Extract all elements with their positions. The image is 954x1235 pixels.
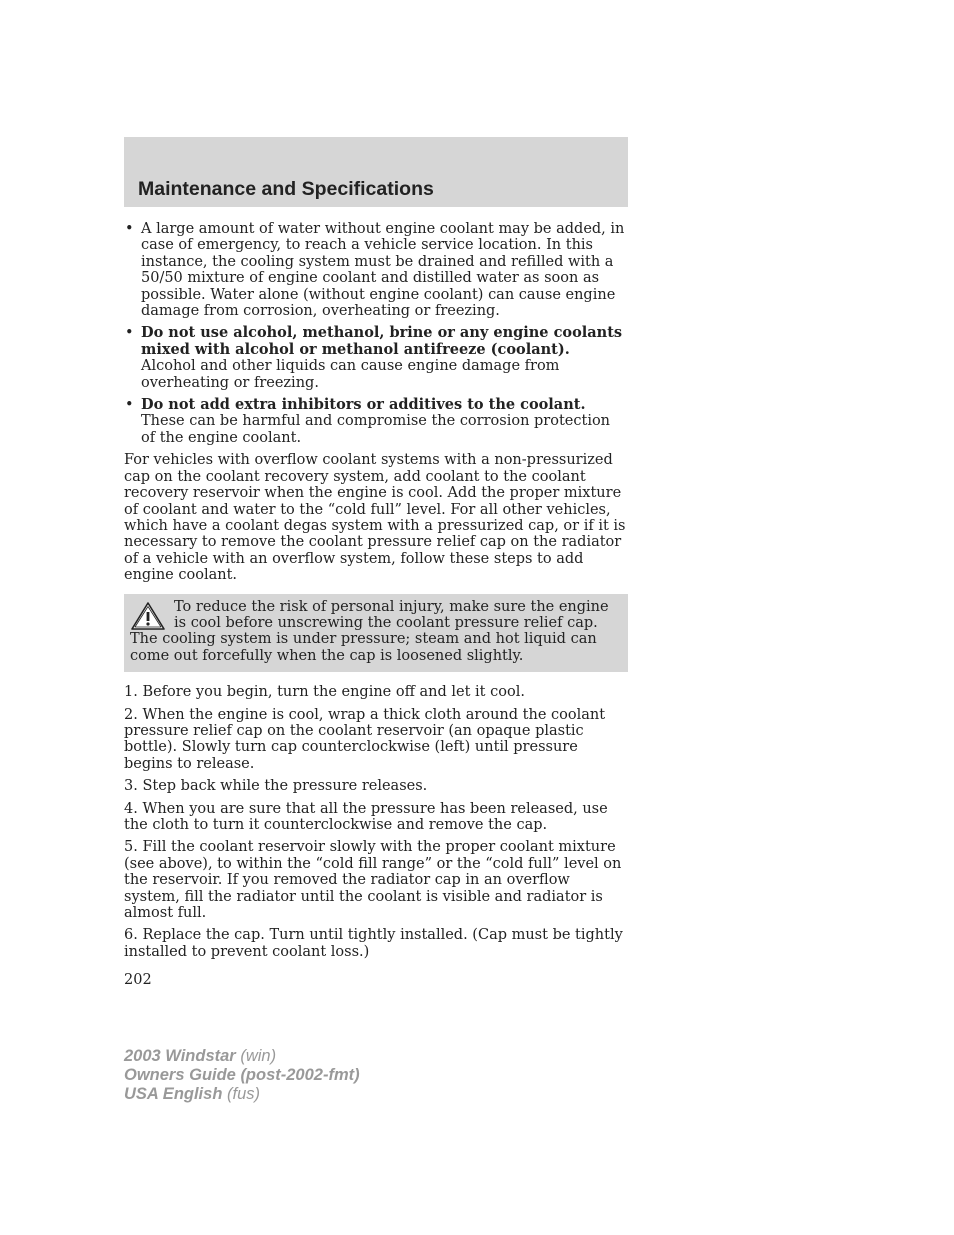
warning-box <box>124 594 628 673</box>
step-4: 4. When you are sure that all the pressure has been released, use the cloth to turn it counterclockwise and remove the cap. <box>124 800 608 833</box>
bullet-text: A large amount of water without engine coolant may be added, in case of emergency, to reach a vehicle service location. In this instance, the cooling system must be drained and refilled with a 50/50 mixture of engine coolant and distilled water as soon as possible. Water alone (without engine coolant) can cause engine damage from corrosion, overheating or freezing. <box>141 221 625 320</box>
page-number: 202 <box>124 972 152 989</box>
document-footer <box>124 1047 360 1104</box>
bullet-text: Alcohol and other liquids can cause engine damage from overheating or freezing. <box>141 358 560 391</box>
bullet-dot: • <box>125 325 134 342</box>
page-content <box>124 221 628 989</box>
list-item <box>124 397 628 446</box>
footer-line-model <box>124 1047 360 1066</box>
bullet-text: These can be harmful and compromise the corrosion protection of the engine coolant. <box>141 413 611 446</box>
list-item <box>124 325 628 391</box>
bullet-list <box>124 221 628 446</box>
bullet-bold-text: Do not use alcohol, methanol, brine or any engine coolants mixed with alcohol or methanol antifreeze (coolant). <box>141 324 623 358</box>
footer-line-language <box>124 1085 360 1104</box>
footer-line-guide <box>124 1066 360 1085</box>
bullet-bold-text: Do not add extra inhibitors or additives to the coolant. <box>141 396 586 414</box>
step-1: 1. Before you begin, turn the engine off and let it cool. <box>124 684 525 701</box>
footer-language-code: (fus) <box>222 1085 260 1103</box>
step-3: 3. Step back while the pressure releases. <box>124 778 428 795</box>
section-title: Maintenance and Specifications <box>138 178 434 200</box>
intro-paragraph: For vehicles with overflow coolant systems with a non-pressurized cap on the coolant recovery system, add coolant to the coolant recovery reservoir when the engine is cool. Add the proper mixture of coolant and water to the “cold full” level. For all other vehicles, which have a coolant degas system with a pressurized cap, or if it is necessary to remove the coolant pressure relief cap on the radiator of a vehicle with an overflow system, follow these steps to add engine coolant. <box>124 452 626 584</box>
bullet-dot: • <box>125 221 134 237</box>
list-item <box>124 221 628 319</box>
footer-language: USA English <box>124 1085 223 1103</box>
warning-triangle-icon <box>130 601 166 631</box>
footer-model-code: (win) <box>235 1047 277 1065</box>
step-5: 5. Fill the coolant reservoir slowly with the proper coolant mixture (see above), to within the “cold fill range” or the “cold full” level on the reservoir. If you removed the radiator cap in an overflow system, fill the radiator until the coolant is visible and radiator is almost full. <box>124 839 622 922</box>
footer-model: 2003 Windstar <box>124 1047 236 1065</box>
step-6: 6. Replace the cap. Turn until tightly installed. (Cap must be tightly installed to prevent coolant loss.) <box>124 927 623 960</box>
section-header-band <box>124 137 628 207</box>
warning-text: To reduce the risk of personal injury, make sure the engine is cool before unscrewing the coolant pressure relief cap. The cooling system is under pressure; steam and hot liquid can come out forcefully when the cap is loosened slightly. <box>130 598 609 664</box>
footer-guide: Owners Guide (post-2002-fmt) <box>124 1066 360 1084</box>
step-2: 2. When the engine is cool, wrap a thick cloth around the coolant pressure relief cap on the coolant reservoir (an opaque plastic bottle). Slowly turn cap counterclockwise (left) until pressure begins to release. <box>124 706 606 772</box>
bullet-dot: • <box>125 397 134 414</box>
